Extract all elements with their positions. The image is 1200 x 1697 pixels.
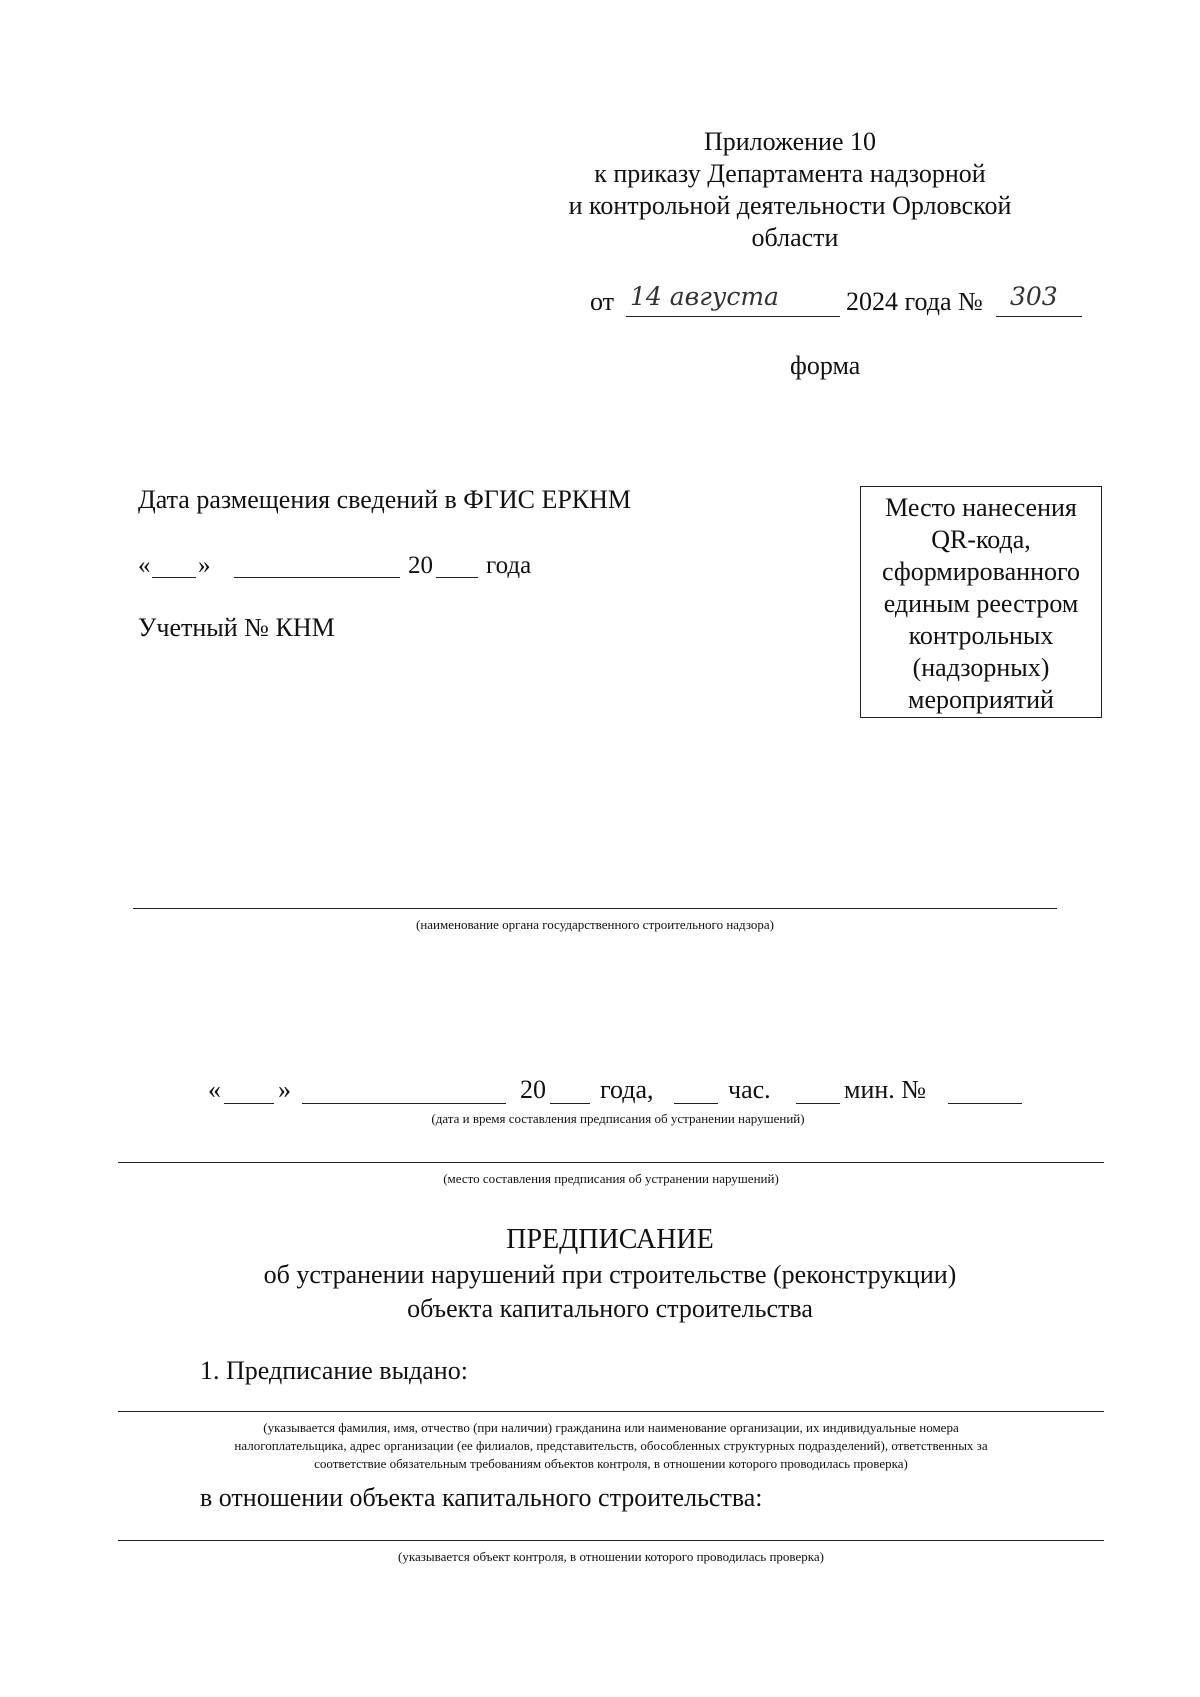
place-line	[118, 1162, 1104, 1163]
qr-code-placeholder	[860, 486, 1102, 718]
number-underline	[996, 316, 1082, 317]
quote-close: »	[198, 552, 211, 579]
qr-line: QR-кода,	[931, 525, 1031, 554]
form-label: форма	[790, 351, 861, 380]
order-date-handwritten: 14 августа	[630, 282, 779, 311]
order-line-3: области	[751, 223, 839, 252]
qr-line: единым реестром	[883, 589, 1079, 618]
year-blank	[436, 577, 478, 578]
recipient-caption-3: соответствие обязательным требованиям объектов контроля, в отношении которого проводилась проверка)	[314, 1456, 908, 1471]
date-underline	[626, 316, 840, 317]
year-prefix: 20	[408, 552, 433, 579]
appendix-number: Приложение 10	[703, 127, 877, 156]
hours-blank	[674, 1103, 718, 1104]
minutes-number-label: мин. №	[844, 1075, 927, 1104]
from-prefix: от	[590, 287, 615, 316]
authority-name-line	[133, 908, 1057, 909]
document-subtitle-1: об устранении нарушений при строительстве (реконструкции)	[263, 1260, 957, 1289]
qr-line: контрольных	[908, 621, 1054, 650]
section-1-label: 1. Предписание выдано:	[200, 1356, 468, 1385]
qr-line: мероприятий	[908, 685, 1054, 714]
quote-open: «	[208, 1075, 221, 1104]
month-blank	[302, 1103, 506, 1104]
minutes-blank	[796, 1103, 840, 1104]
qr-box-text	[861, 487, 1101, 716]
year-prefix: 20	[520, 1075, 546, 1104]
recipient-caption-2: налогоплательщика, адрес организации (ее филиалов, представительств, обособленных структурных подразделений), ответственных за	[234, 1438, 988, 1453]
qr-line: Место нанесения	[885, 493, 1077, 522]
year-suffix: года	[486, 552, 532, 579]
recipient-line	[118, 1411, 1104, 1412]
number-blank	[948, 1103, 1022, 1104]
order-date-line	[590, 282, 1130, 326]
order-line-1: к приказу Департамента надзорной	[594, 159, 986, 188]
object-line	[118, 1540, 1104, 1541]
authority-caption: (наименование органа государственного строительного надзора)	[416, 917, 774, 932]
document-subtitle-2: объекта капитального строительства	[407, 1294, 813, 1323]
account-number-label: Учетный № КНМ	[138, 613, 335, 642]
datetime-fill	[208, 1074, 1028, 1114]
recipient-caption-1: (указывается фамилия, имя, отчество (при наличии) гражданина или наименование организации, их индивидуальные номера	[263, 1420, 959, 1435]
day-blank	[224, 1103, 274, 1104]
registry-date-label: Дата размещения сведений в ФГИС ЕРКНМ	[138, 485, 632, 514]
month-blank	[234, 577, 400, 578]
object-label: в отношении объекта капитального строительства:	[200, 1483, 763, 1512]
qr-line: сформированного	[882, 557, 1080, 586]
object-caption: (указывается объект контроля, в отношении которого проводилась проверка)	[398, 1549, 824, 1564]
quote-close: »	[278, 1075, 291, 1104]
order-number-handwritten: 303	[1010, 282, 1058, 311]
document-title: ПРЕДПИСАНИЕ	[506, 1224, 714, 1255]
datetime-caption: (дата и время составления предписания об устранении нарушений)	[431, 1111, 805, 1126]
qr-line: (надзорных)	[912, 653, 1050, 682]
order-line-2: и контрольной деятельности Орловской	[568, 191, 1012, 220]
year-blank	[550, 1103, 590, 1104]
quote-open: «	[138, 552, 151, 579]
hours-label: час.	[728, 1075, 771, 1104]
place-caption: (место составления предписания об устранении нарушений)	[443, 1171, 779, 1186]
order-year-text: 2024 года №	[846, 287, 983, 316]
year-suffix: года,	[600, 1075, 654, 1104]
day-blank	[152, 577, 196, 578]
registry-date-fill	[138, 550, 578, 586]
